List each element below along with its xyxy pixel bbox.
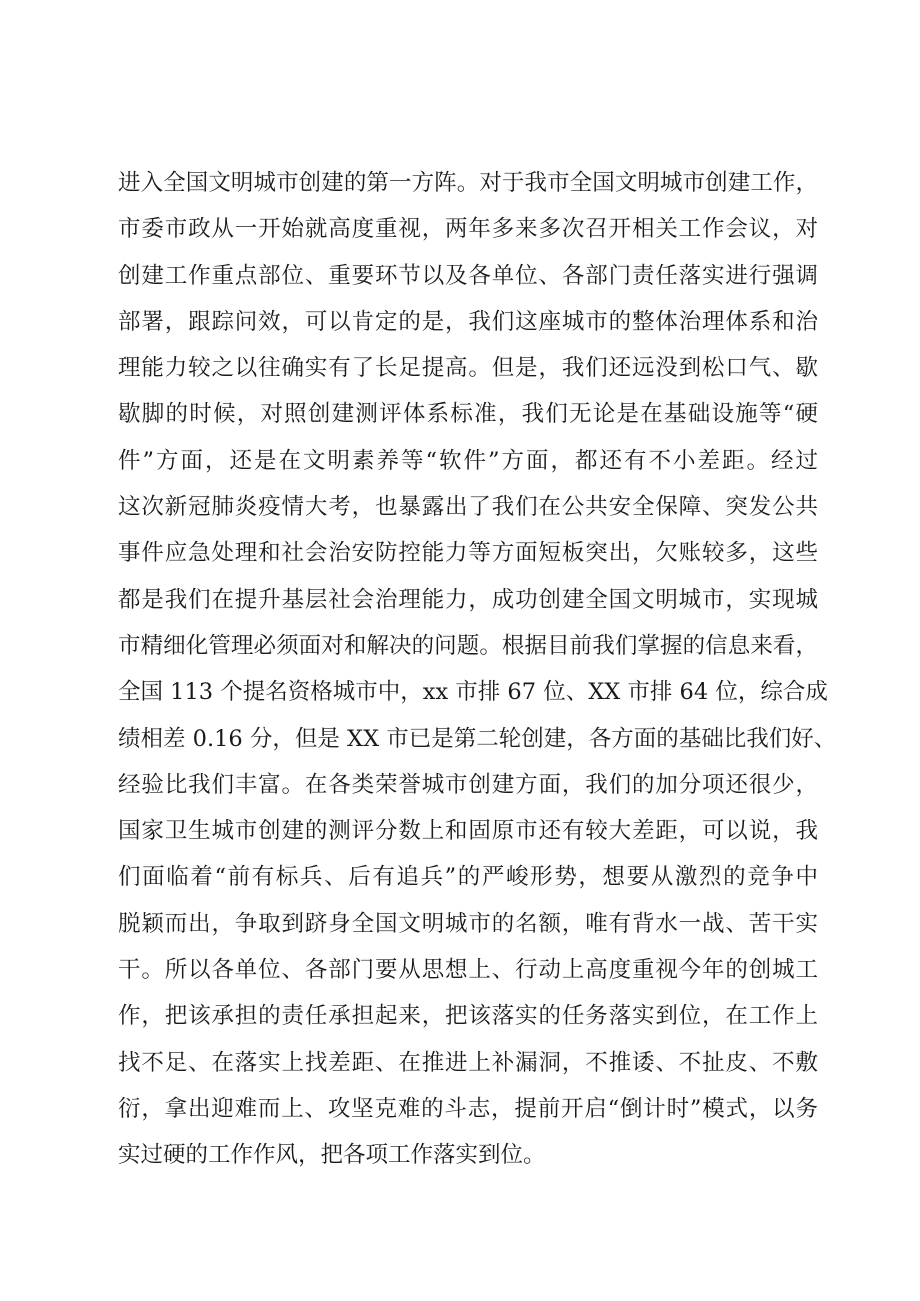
paragraph-line: 全国 113 个提名资格城市中，xx 市排 67 位、XX 市排 64 位，综合成 [118,679,828,706]
paragraph-line: 干。所以各单位、各部门要从思想上、行动上高度重视今年的创城工 [118,957,818,984]
paragraph-line: 事件应急处理和社会治安防控能力等方面短板突出，欠账较多，这些 [118,540,818,567]
paragraph-line: 市委市政从一开始就高度重视，两年多来多次召开相关工作会议，对 [118,216,818,243]
paragraph-line: 理能力较之以往确实有了长足提高。但是，我们还远没到松口气、歇 [118,355,818,382]
paragraph-line: 们面临着“前有标兵、后有追兵”的严峻形势，想要从激烈的竞争中 [118,864,818,891]
paragraph-line: 进入全国文明城市创建的第一方阵。对于我市全国文明城市创建工作， [118,170,818,196]
paragraph-line: 歇脚的时候，对照创建测评体系标准，我们无论是在基础设施等“硬 [118,401,818,428]
paragraph-line: 找不足、在落实上找差距、在推进上补漏洞，不推诿、不扯皮、不敷 [118,1049,818,1076]
paragraph-line: 绩相差 0.16 分，但是 XX 市已是第二轮创建，各方面的基础比我们好、 [118,725,837,752]
paragraph-line: 作，把该承担的责任承担起来，把该落实的任务落实到位，在工作上 [118,1003,818,1030]
paragraph-line: 市精细化管理必须面对和解决的问题。根据目前我们掌握的信息来看， [118,632,818,659]
paragraph-line: 这次新冠肺炎疫情大考，也暴露出了我们在公共安全保障、突发公共 [118,494,818,521]
paragraph-line: 经验比我们丰富。在各类荣誉城市创建方面，我们的加分项还很少， [118,771,818,798]
paragraph-line: 衍，拿出迎难而上、攻坚克难的斗志，提前开启“倒计时”模式，以务 [118,1095,818,1122]
paragraph-line: 都是我们在提升基层社会治理能力，成功创建全国文明城市，实现城 [118,586,818,613]
paragraph-line: 国家卫生城市创建的测评分数上和固原市还有较大差距，可以说，我 [118,818,818,845]
paragraph-line: 件”方面，还是在文明素养等“软件”方面，都还有不小差距。经过 [118,447,818,474]
paragraph-line: 部署，跟踪问效，可以肯定的是，我们这座城市的整体治理体系和治 [118,308,818,335]
body-paragraph [118,160,837,1179]
paragraph-line: 实过硬的工作作风，把各项工作落实到位。 [118,1142,546,1169]
paragraph-line: 创建工作重点部位、重要环节以及各单位、各部门责任落实进行强调 [118,262,818,289]
paragraph-line: 脱颖而出，争取到跻身全国文明城市的名额，唯有背水一战、苦干实 [118,910,818,937]
